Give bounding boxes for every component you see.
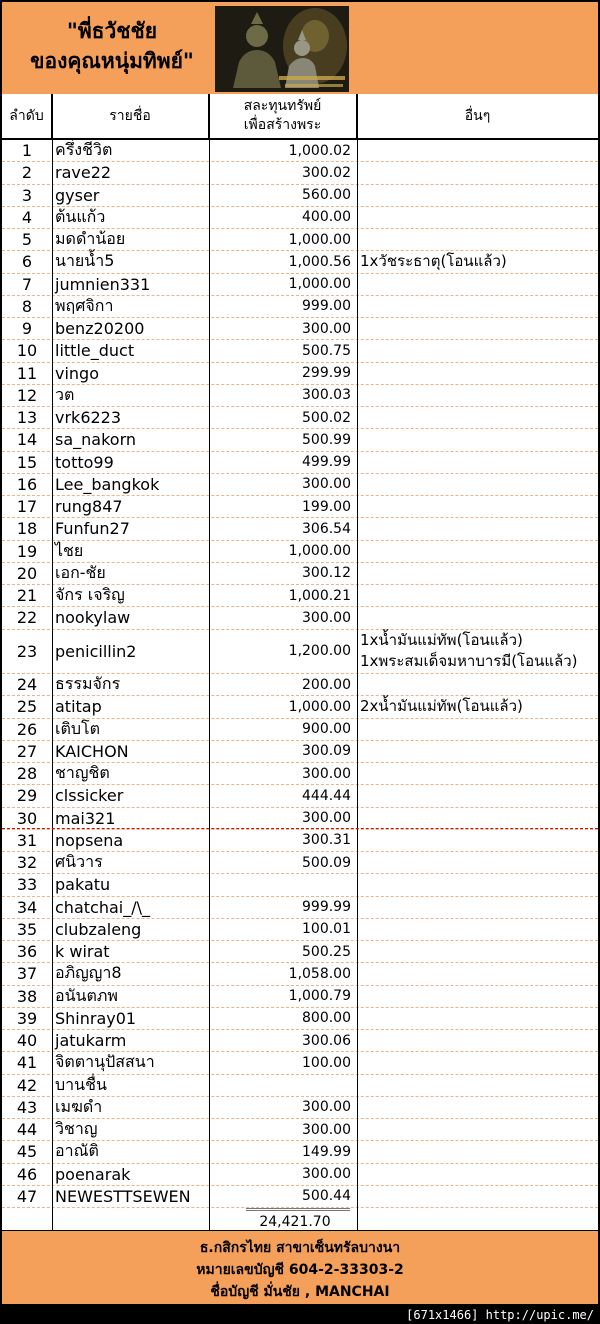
donation-amount: 300.12 (302, 565, 351, 582)
row-number: 36 (16, 942, 38, 962)
donation-amount: 500.44 (302, 1188, 351, 1205)
table-row (2, 852, 598, 874)
row-number: 22 (16, 608, 38, 628)
row-number: 13 (16, 408, 38, 428)
row-number: 17 (16, 497, 38, 517)
donor-name: benz20200 (55, 319, 145, 339)
table-row (2, 674, 598, 696)
donor-name: totto99 (55, 452, 114, 472)
table-row (2, 1052, 598, 1074)
note-text (357, 852, 598, 873)
row-number: 32 (16, 853, 38, 873)
donation-amount: 300.00 (302, 476, 351, 493)
donor-name: penicillin2 (55, 641, 137, 661)
donation-amount: 1,000.79 (288, 988, 351, 1005)
donor-name: jumnien331 (55, 274, 151, 294)
row-number: 31 (16, 830, 38, 850)
row-number: 19 (16, 541, 38, 561)
donation-amount: 560.00 (302, 187, 351, 204)
donation-amount: 300.00 (302, 1166, 351, 1183)
table-row (2, 318, 598, 340)
donor-name: ธรรมจักร (55, 674, 121, 694)
row-number: 8 (21, 296, 33, 316)
table-row (2, 963, 598, 985)
row-number: 10 (16, 341, 38, 361)
row-number: 43 (16, 1097, 38, 1117)
donor-name: chatchai_/\_ (55, 897, 150, 917)
amulet-icon (215, 6, 349, 92)
donation-amount: 200.00 (302, 676, 351, 693)
donor-name: nopsena (55, 830, 124, 850)
donor-name: เติบโต (55, 718, 100, 738)
table-row (2, 1164, 598, 1186)
row-number: 46 (16, 1164, 38, 1184)
note-text (357, 874, 598, 895)
row-number: 2 (21, 163, 33, 183)
column-divider (209, 94, 210, 1230)
title-line-1: "พี่ธวัชชัย (66, 19, 158, 43)
donor-name: จักร เจริญ (55, 585, 125, 605)
col-header-amount-line-1: สละทุนทรัพย์ (243, 98, 322, 114)
row-number: 1 (21, 141, 33, 161)
donor-name: นายน้ำ5 (55, 251, 115, 271)
donation-amount: 1,000.00 (288, 276, 351, 293)
note-text (357, 229, 598, 250)
donor-name: vrk6223 (55, 408, 122, 428)
donor-name: ศนิวาร (55, 852, 103, 872)
donation-amount: 1,000.02 (288, 142, 351, 159)
note-text (357, 429, 598, 450)
table-row (2, 185, 598, 207)
bank-name: ธ.กสิกรไทย สาขาเซ็นทรัลบางนา (199, 1240, 401, 1256)
donor-name: อภิญญา8 (55, 963, 122, 983)
table-row (2, 763, 598, 785)
note-text (357, 563, 598, 584)
col-header-note: อื่นๆ (357, 94, 598, 140)
table-row (2, 340, 598, 362)
note-text (357, 919, 598, 940)
donation-amount: 306.54 (302, 520, 351, 537)
donor-name: อนันตภพ (55, 985, 118, 1005)
note-text (357, 496, 598, 517)
row-number: 30 (16, 808, 38, 828)
note-text (357, 785, 598, 806)
row-number: 5 (21, 230, 33, 250)
sheet-title (12, 16, 212, 76)
donation-amount: 300.00 (302, 320, 351, 337)
note-text (357, 830, 598, 851)
sheet-header (2, 2, 598, 95)
table-row (2, 1008, 598, 1030)
table-row (2, 541, 598, 563)
note-text (357, 1097, 598, 1118)
donor-name: atitap (55, 697, 102, 717)
note-text (357, 941, 598, 962)
note-text (357, 630, 598, 674)
donation-amount: 300.00 (302, 1099, 351, 1116)
note-text (357, 274, 598, 295)
donor-name: mai321 (55, 808, 116, 828)
table-row (2, 274, 598, 296)
row-number: 38 (16, 986, 38, 1006)
donation-amount: 500.09 (302, 854, 351, 871)
donation-amount: 300.09 (302, 743, 351, 760)
table-row (2, 518, 598, 540)
donation-amount: 1,000.00 (288, 543, 351, 560)
donation-amount (209, 874, 357, 895)
row-number: 24 (16, 675, 38, 695)
donor-name: เมฆดำ (55, 1096, 103, 1116)
donor-name: sa_nakorn (55, 430, 137, 450)
row-number: 41 (16, 1053, 38, 1073)
table-row (2, 741, 598, 763)
donor-name: วต (55, 384, 75, 404)
col-header-amount-line-2: เพื่อสร้างพระ (243, 117, 322, 133)
table-row (2, 385, 598, 407)
row-number: 25 (16, 697, 38, 717)
donation-amount: 1,000.00 (288, 231, 351, 248)
table-row (2, 919, 598, 941)
note-text (357, 607, 598, 628)
note-text (357, 207, 598, 228)
row-number: 4 (21, 207, 33, 227)
table-row (2, 1030, 598, 1052)
table-row (2, 363, 598, 385)
note-text (357, 1052, 598, 1073)
donor-name: จิตตานุปัสสนา (55, 1052, 155, 1072)
table-row (2, 897, 598, 919)
row-number: 23 (16, 641, 38, 661)
note-text (357, 897, 598, 918)
donor-name: มดดำน้อย (55, 229, 126, 249)
note-text (357, 1119, 598, 1140)
title-line-2: ของคุณหนุ่มทิพย์" (30, 49, 194, 73)
donation-amount: 100.01 (302, 921, 351, 938)
table-row (2, 986, 598, 1008)
table-row (2, 429, 598, 451)
table-row (2, 630, 598, 675)
row-number: 21 (16, 586, 38, 606)
note-text (357, 162, 598, 183)
note-text: 1xวัชระธาตุ(โอนแล้ว) (360, 252, 507, 271)
table-row (2, 830, 598, 852)
column-divider (357, 94, 358, 1230)
note-text (357, 1164, 598, 1185)
donor-name: k wirat (55, 942, 110, 962)
donation-amount: 999.99 (302, 899, 351, 916)
donor-name: clubzaleng (55, 919, 142, 939)
table-row (2, 207, 598, 229)
row-number: 15 (16, 452, 38, 472)
donation-amount: 300.00 (302, 810, 351, 827)
table-row (2, 1141, 598, 1163)
note-text (357, 474, 598, 495)
donor-name: poenarak (55, 1164, 131, 1184)
donor-name: KAICHON (55, 741, 129, 761)
donor-name: วิชาญ (55, 1119, 98, 1139)
note-text (357, 452, 598, 473)
note-text (357, 763, 598, 784)
row-number: 37 (16, 964, 38, 984)
note-text (357, 1008, 598, 1029)
note-text (357, 585, 598, 606)
table-row (2, 1186, 598, 1208)
note-text (357, 541, 598, 562)
donor-name: clssicker (55, 786, 124, 806)
donation-amount (209, 1075, 357, 1096)
donation-amount: 299.99 (302, 365, 351, 382)
row-number: 28 (16, 764, 38, 784)
table-row (2, 607, 598, 629)
donation-amount: 300.00 (302, 609, 351, 626)
donation-amount: 999.00 (302, 298, 351, 315)
table-row (2, 808, 598, 830)
row-number: 3 (21, 185, 33, 205)
row-number: 20 (16, 563, 38, 583)
row-number: 39 (16, 1008, 38, 1028)
note-text (357, 318, 598, 339)
note-text (357, 363, 598, 384)
donation-amount: 300.03 (302, 387, 351, 404)
row-number: 9 (21, 319, 33, 339)
table-row (2, 696, 598, 718)
donor-name: jatukarm (55, 1031, 127, 1051)
donation-amount: 1,000.00 (288, 698, 351, 715)
note-text (357, 407, 598, 428)
table-row (2, 585, 598, 607)
row-number: 42 (16, 1075, 38, 1095)
donor-name: เอก-ชัย (55, 562, 106, 582)
donation-amount: 500.75 (302, 342, 351, 359)
donation-amount: 100.00 (302, 1054, 351, 1071)
donation-amount: 800.00 (302, 1010, 351, 1027)
table-row (2, 785, 598, 807)
note-text (357, 719, 598, 740)
table-row (2, 563, 598, 585)
donation-amount: 300.00 (302, 1121, 351, 1138)
table-row (2, 140, 598, 162)
donor-name: อาณัติ (55, 1141, 99, 1161)
row-number: 33 (16, 875, 38, 895)
image-credit: [671x1466] http://upic.me/ (406, 1308, 594, 1322)
row-number: 12 (16, 385, 38, 405)
donation-amount: 400.00 (302, 209, 351, 226)
donation-amount: 900.00 (302, 721, 351, 738)
table-row (2, 719, 598, 741)
donor-name: ต้นแก้ว (55, 206, 106, 226)
row-number: 29 (16, 786, 38, 806)
donor-name: little_duct (55, 341, 135, 361)
donation-amount: 300.02 (302, 164, 351, 181)
account-name: ชื่อบัญชี มั่นชัย , MANCHAI (210, 1284, 390, 1300)
account-number: หมายเลขบัญชี 604-2-33303-2 (196, 1262, 404, 1278)
note-text (357, 986, 598, 1007)
note-text (357, 1030, 598, 1051)
note-text (357, 674, 598, 695)
amulet-photo (215, 6, 349, 92)
donation-amount: 1,000.21 (288, 587, 351, 604)
note-text (357, 808, 598, 829)
note-text: 2xน้ำมันแม่ทัพ(โอนแล้ว) (360, 697, 523, 716)
donor-name: ชาญชิต (55, 763, 110, 783)
total-row (2, 1208, 598, 1232)
donation-amount: 300.06 (302, 1032, 351, 1049)
donor-name: vingo (55, 363, 99, 383)
note-text (357, 963, 598, 984)
donation-amount: 444.44 (302, 787, 351, 804)
donor-name: NEWESTTSEWEN (55, 1186, 191, 1206)
col-header-no: ลำดับ (2, 94, 52, 140)
cutoff-line (2, 828, 598, 829)
donation-amount: 500.02 (302, 409, 351, 426)
table-row (2, 1075, 598, 1097)
donor-name: Shinray01 (55, 1008, 137, 1028)
table-row (2, 407, 598, 429)
row-number: 40 (16, 1031, 38, 1051)
donor-name: ครึ่งชีวิต (55, 140, 113, 160)
row-number: 14 (16, 430, 38, 450)
donor-name: gyser (55, 185, 100, 205)
row-number: 26 (16, 719, 38, 739)
note-text (357, 741, 598, 762)
table-row (2, 1119, 598, 1141)
donor-name: Funfun27 (55, 519, 130, 539)
table-row (2, 296, 598, 318)
table-row (2, 874, 598, 896)
note-text (357, 518, 598, 539)
col-header-name: รายชื่อ (52, 94, 209, 140)
row-number: 18 (16, 519, 38, 539)
row-number: 7 (21, 274, 33, 294)
donor-name: ไชย (55, 540, 84, 560)
row-number: 34 (16, 897, 38, 917)
row-number: 6 (21, 252, 33, 272)
total-amount: 24,421.70 (246, 1208, 350, 1232)
row-number: 35 (16, 919, 38, 939)
table-row (2, 452, 598, 474)
note-text (357, 1186, 598, 1207)
table-row (2, 496, 598, 518)
donor-name: rung847 (55, 497, 123, 517)
row-number: 47 (16, 1186, 38, 1206)
donation-amount: 500.99 (302, 431, 351, 448)
table-row (2, 229, 598, 251)
donation-amount: 149.99 (302, 1143, 351, 1160)
table-row (2, 251, 598, 273)
donation-amount: 1,000.56 (288, 253, 351, 270)
row-number: 11 (16, 363, 38, 383)
donor-name: nookylaw (55, 608, 131, 628)
note-line: 1xพระสมเด็จมหาบารมี(โอนแล้ว) (360, 652, 578, 671)
donor-name: พฤศจิกา (55, 295, 114, 315)
donation-amount: 199.00 (302, 498, 351, 515)
col-header-amount (209, 94, 357, 140)
donor-name: rave22 (55, 163, 112, 183)
note-text (357, 140, 598, 161)
donor-name: pakatu (55, 875, 111, 895)
table-row (2, 1097, 598, 1119)
column-divider (52, 94, 53, 1230)
bank-footer (2, 1230, 598, 1304)
table-row (2, 474, 598, 496)
table-row (2, 162, 598, 184)
note-line: 1xน้ำมันแม่ทัพ(โอนแล้ว) (360, 631, 523, 650)
donor-name: บานชื่น (55, 1074, 107, 1094)
donor-name: Lee_bangkok (55, 474, 160, 494)
donation-amount: 1,200.00 (288, 643, 351, 660)
donation-amount: 300.31 (302, 832, 351, 849)
note-text (357, 185, 598, 206)
note-text (357, 385, 598, 406)
note-text (357, 1075, 598, 1096)
note-text (357, 1141, 598, 1162)
row-number: 45 (16, 1142, 38, 1162)
donation-amount: 500.25 (302, 943, 351, 960)
donation-amount: 300.00 (302, 765, 351, 782)
donation-amount: 1,058.00 (288, 965, 351, 982)
row-number: 16 (16, 474, 38, 494)
row-number: 44 (16, 1120, 38, 1140)
donation-amount: 499.99 (302, 454, 351, 471)
note-text (357, 296, 598, 317)
row-number: 27 (16, 741, 38, 761)
note-text (357, 340, 598, 361)
table-row (2, 941, 598, 963)
